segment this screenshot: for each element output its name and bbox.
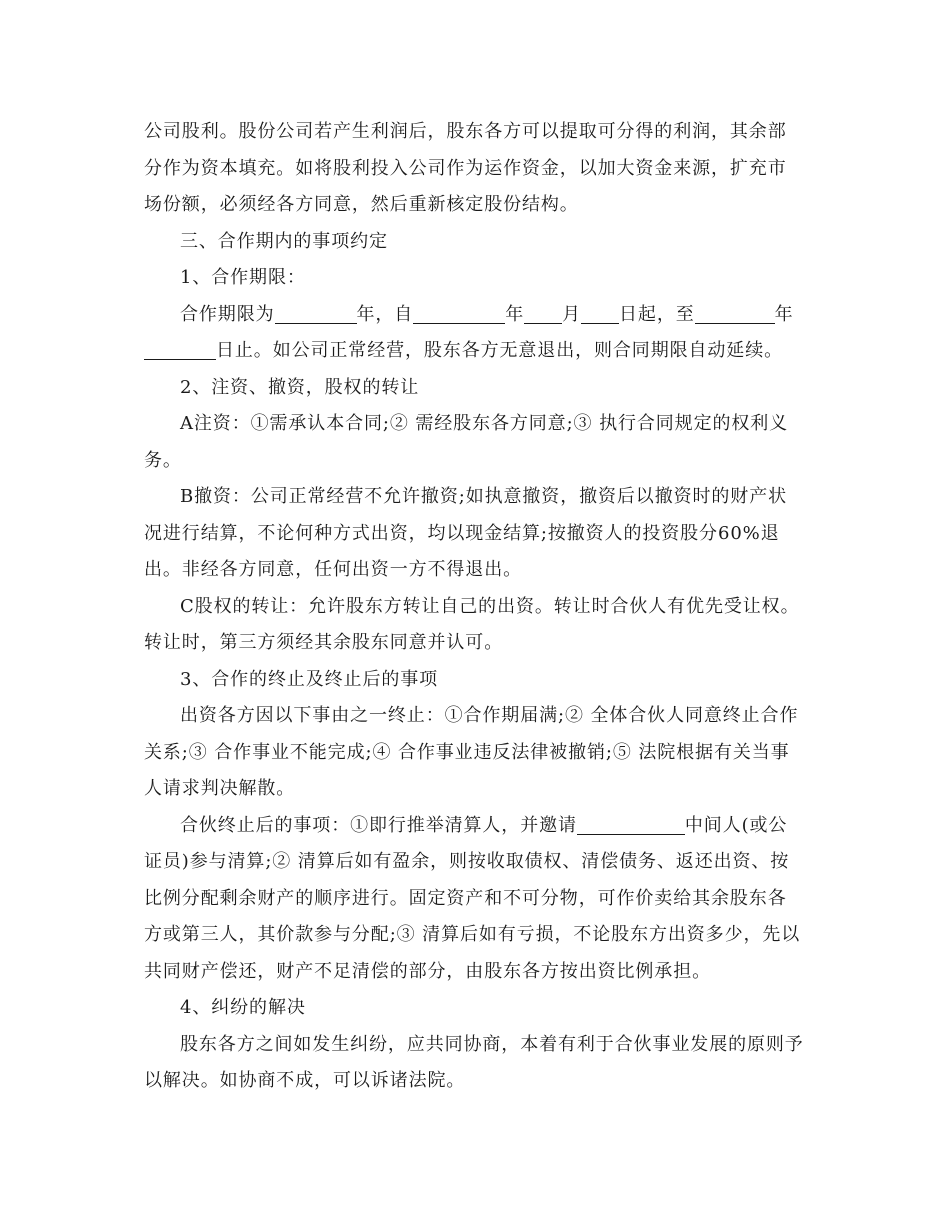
blank-line-intermediary xyxy=(577,814,685,835)
term-text-1: 合作期限为 xyxy=(180,303,275,325)
blank-line-start-month xyxy=(524,303,562,324)
paragraph-capital-injection: A注资：①需承认本合同;② 需经股东各方同意;③ 执行合同规定的权利义务。 xyxy=(144,413,789,471)
subsection-heading-dispute: 4、纠纷的解决 xyxy=(180,997,306,1018)
paragraph-termination-causes: 出资各方因以下事由之一终止：①合作期届满;② 全体合伙人同意终止合作关系;③ 合作事业不能完成;④ 合作事业违反法律被撤销;⑤ 法院根据有关当事人请求判决解散。 xyxy=(144,705,799,799)
term-text-5: 日起，至 xyxy=(619,303,695,325)
paragraph-after-termination xyxy=(144,808,804,991)
term-text-7: 日止。如公司正常经营，股东各方无意退出，则合同期限自动延续。 xyxy=(216,340,783,361)
blank-line-end-date xyxy=(144,339,216,360)
blank-line-end-year xyxy=(695,303,775,324)
paragraph-equity-transfer: C股权的转让：允许股东方转让自己的出资。转让时合伙人有优先受让权。转让时，第三方须经其余股东同意并认可。 xyxy=(144,595,800,653)
term-text-3: 年 xyxy=(505,303,525,325)
paragraph-term-period xyxy=(144,297,804,370)
subsection-heading-capital: 2、注资、撤资，股权的转让 xyxy=(180,376,420,398)
after-text-1: 合伙终止后的事项：①即行推举清算人，并邀请 xyxy=(180,814,577,836)
term-text-4: 月 xyxy=(562,303,582,325)
subsection-heading-termination: 3、合作的终止及终止后的事项 xyxy=(180,668,439,690)
subsection-heading-term: 1、合作期限： xyxy=(180,267,306,288)
section-heading-3: 三、合作期内的事项约定 xyxy=(180,230,388,252)
term-text-2: 年，自 xyxy=(356,303,414,325)
after-text-2: 中间人(或公证员)参与清算;② 清算后如有盈余，则按收取债权、清偿债务、返还出资、按比例分配剩余财产的顺序进行。固定资产和不可分物，可作价卖给其余股东各方或第三人，其价款参与分配;③ 清算后如有亏损，不论股东方出资多少，先以共同财产偿还，财产不足清偿的部分，由股东各方按出资比例承担。 xyxy=(144,814,801,982)
blank-line-years xyxy=(275,303,357,324)
blank-line-start-year xyxy=(413,303,505,324)
blank-line-start-day xyxy=(581,303,619,324)
paragraph-capital-withdrawal: B撤资：公司正常经营不允许撤资;如执意撤资，撤资后以撤资时的财产状况进行结算，不论何种方式出资，均以现金结算;按撤资人的投资股分60%退出。非经各方同意，任何出资一方不得退出。 xyxy=(144,486,787,580)
paragraph-dividends: 公司股利。股份公司若产生利润后，股东各方可以提取可分得的利润，其余部分作为资本填充。如将股利投入公司作为运作资金，以加大资金来源，扩充市场份额，必须经各方同意，然后重新核定股份结构。 xyxy=(144,121,787,215)
paragraph-dispute-resolution: 股东各方之间如发生纠纷，应共同协商，本着有利于合伙事业发展的原则予以解决。如协商不成，可以诉诸法院。 xyxy=(144,1033,804,1091)
document-body xyxy=(144,114,804,1100)
term-text-6: 年 xyxy=(774,303,794,325)
